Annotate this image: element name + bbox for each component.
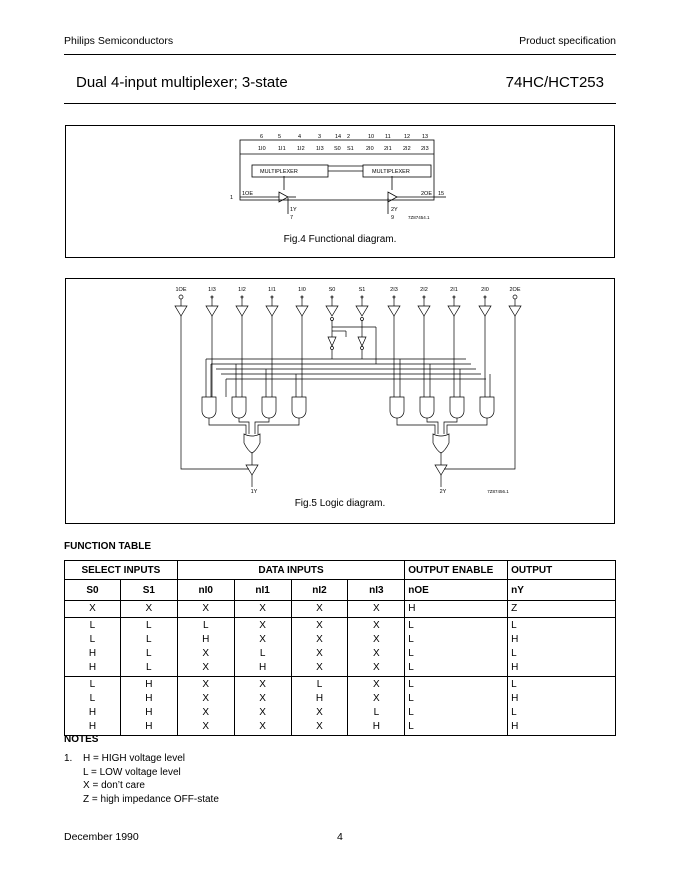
cell-value: L	[408, 620, 414, 631]
cell-value: H	[258, 662, 267, 673]
function-table	[64, 560, 616, 736]
cell-value: L	[408, 721, 414, 732]
fig4-input-2i2: 2I2	[403, 146, 411, 152]
group-header-select: SELECT INPUTS	[65, 561, 178, 580]
header-rule	[64, 54, 616, 55]
fig5-input-2oe: 2OE	[509, 287, 521, 293]
cell-value: L	[146, 620, 152, 631]
table-cell	[120, 677, 177, 736]
fig4-input-s0: S0	[334, 146, 341, 152]
fig4-input-1i0: 1I0	[258, 146, 266, 152]
fig4-pin-11: 11	[385, 134, 391, 140]
table-cell	[348, 677, 405, 736]
fig4-out-right-label: 2Y	[391, 207, 398, 213]
cell-value: L	[408, 648, 414, 659]
cell-value: H	[511, 693, 519, 704]
cell-value: X	[89, 603, 96, 614]
fig4-oe-right-label: 2OE	[421, 191, 433, 197]
cell-value: X	[202, 693, 210, 704]
cell-value: L	[89, 679, 96, 690]
document-type: Product specification	[519, 35, 616, 47]
cell-value: H	[511, 662, 519, 673]
cell-value: H	[145, 693, 153, 704]
col-header-noe: nOE	[405, 580, 508, 601]
table-cell	[348, 618, 405, 677]
title-rule	[64, 103, 616, 104]
fig4-mux-left-label: MULTIPLEXER	[260, 169, 298, 175]
table-cell	[508, 618, 616, 677]
cell-value: X	[145, 603, 153, 614]
cell-value: X	[259, 603, 266, 614]
fig5-input-1oe: 1OE	[175, 287, 187, 293]
table-cell	[120, 618, 177, 677]
table-cell	[177, 618, 234, 677]
table-cell	[177, 601, 234, 618]
cell-value: X	[259, 721, 266, 732]
fig4-pin-4: 4	[298, 134, 302, 140]
table-cell	[291, 601, 348, 618]
cell-value: H	[511, 721, 519, 732]
footer-date: December 1990	[64, 831, 139, 843]
fig4-out-left-pin: 7	[290, 215, 294, 221]
cell-value: L	[89, 693, 96, 704]
cell-value: L	[408, 693, 414, 704]
table-cell	[405, 618, 508, 677]
cell-value: X	[373, 620, 380, 631]
cell-value: X	[202, 662, 210, 673]
fig4-out-right-pin: 9	[391, 215, 395, 221]
cell-value: X	[316, 603, 323, 614]
cell-value: X	[316, 648, 323, 659]
fig4-pin-14: 14	[335, 134, 342, 140]
fig5-input-1i0: 1I0	[298, 287, 306, 293]
fig4-oe-right-pin: 15	[438, 191, 445, 197]
fig4-input-1i2: 1I2	[297, 146, 305, 152]
fig4-mux-right-label: MULTIPLEXER	[372, 169, 410, 175]
cell-value: L	[511, 620, 517, 631]
note-line: H = HIGH voltage level	[83, 753, 185, 764]
cell-value: X	[373, 634, 380, 645]
table-cell	[291, 618, 348, 677]
table-cell	[177, 677, 234, 736]
fig4-pin-3: 3	[318, 134, 322, 140]
note-line: L = LOW voltage level	[83, 766, 181, 778]
table-row	[65, 677, 616, 736]
col-header-s1: S1	[120, 580, 177, 601]
cell-value: H	[511, 634, 519, 645]
cell-value: L	[146, 648, 152, 659]
note-line: X = don’t care	[83, 780, 145, 791]
fig5-input-1i3: 1I3	[208, 287, 216, 293]
table-cell	[234, 618, 291, 677]
cell-value: L	[259, 648, 266, 659]
table-cell	[508, 601, 616, 618]
cell-value: L	[511, 648, 517, 659]
table-cell	[65, 601, 121, 618]
cell-value: X	[316, 721, 323, 732]
cell-value: L	[146, 634, 152, 645]
col-header-ni0: nI0	[177, 580, 234, 601]
note-line: Z = high impedance OFF-state	[83, 793, 219, 805]
group-header-output-enable: OUTPUT ENABLE	[405, 561, 508, 580]
cell-value: H	[372, 721, 380, 732]
fig5-input-2i0: 2I0	[481, 287, 489, 293]
cell-value: L	[408, 662, 414, 673]
cell-value: X	[259, 634, 266, 645]
note-number: 1.	[64, 753, 73, 764]
fig5-out-1y: 1Y	[250, 489, 258, 495]
cell-value: X	[316, 707, 323, 718]
fig4-code: 7Z87454.1	[408, 215, 430, 220]
cell-value: X	[316, 634, 323, 645]
fig5-code: 7Z87456.1	[487, 489, 509, 494]
group-header-data: DATA INPUTS	[177, 561, 405, 580]
cell-value: X	[259, 707, 266, 718]
cell-value: X	[373, 679, 380, 690]
cell-value: H	[88, 648, 97, 659]
cell-value: X	[373, 603, 380, 614]
table-cell	[65, 677, 121, 736]
fig5-input-1i1: 1I1	[268, 287, 276, 293]
cell-value: X	[373, 693, 380, 704]
fig5-caption: Fig.5 Logic diagram.	[294, 498, 386, 509]
cell-value: H	[145, 721, 153, 732]
cell-value: X	[373, 648, 380, 659]
table-cell	[65, 618, 121, 677]
cell-value: L	[373, 707, 380, 718]
group-header-output: OUTPUT	[508, 561, 616, 580]
fig4-out-left-label: 1Y	[290, 207, 297, 213]
fig4-pin-12: 12	[404, 134, 411, 140]
table-row	[65, 618, 616, 677]
part-number: 74HC/HCT253	[505, 74, 604, 91]
logic-diagram	[66, 279, 616, 525]
cell-value: L	[89, 634, 96, 645]
cell-value: X	[259, 693, 266, 704]
fig4-input-2i1: 2I1	[384, 146, 392, 152]
cell-value: L	[146, 662, 152, 673]
function-table-heading: FUNCTION TABLE	[64, 541, 152, 552]
cell-value: H	[88, 662, 97, 673]
cell-value: L	[511, 679, 517, 690]
table-cell	[291, 677, 348, 736]
col-header-ni2: nI2	[291, 580, 348, 601]
table-cell	[508, 677, 616, 736]
table-cell	[348, 601, 405, 618]
cell-value: L	[511, 707, 517, 718]
cell-value: X	[202, 679, 210, 690]
col-header-s0: S0	[65, 580, 121, 601]
document-title: Dual 4-input multiplexer; 3-state	[76, 74, 288, 91]
fig5-input-s1: S1	[358, 287, 366, 293]
fig5-input-2i3: 2I3	[390, 287, 398, 293]
cell-value: X	[202, 707, 210, 718]
fig5-input-s0: S0	[328, 287, 336, 293]
cell-value: L	[408, 679, 414, 690]
notes-list	[83, 752, 219, 806]
fig4-oe-left-pin: 1	[230, 195, 234, 201]
cell-value: X	[259, 679, 266, 690]
cell-value: X	[202, 721, 210, 732]
col-header-ny: nY	[508, 580, 616, 601]
cell-value: X	[316, 620, 323, 631]
cell-value: L	[408, 634, 414, 645]
cell-value: H	[88, 721, 97, 732]
company-name: Philips Semiconductors	[64, 35, 174, 47]
cell-value: H	[315, 693, 324, 704]
cell-value: X	[202, 603, 210, 614]
fig5-input-2i2: 2I2	[420, 287, 428, 293]
fig4-input-2i0: 2I0	[366, 146, 374, 152]
page-number: 4	[337, 831, 343, 843]
table-cell	[405, 601, 508, 618]
cell-value: H	[408, 603, 416, 614]
logic-diagram-figure	[65, 278, 615, 524]
table-cell	[234, 677, 291, 736]
fig4-pin-6: 6	[260, 134, 264, 140]
cell-value: L	[316, 679, 323, 690]
cell-value: H	[202, 634, 210, 645]
col-header-ni1: nI1	[234, 580, 291, 601]
fig4-pin-2: 2	[347, 134, 351, 140]
cell-value: H	[88, 707, 97, 718]
fig4-input-s1: S1	[347, 146, 354, 152]
cell-value: H	[145, 679, 153, 690]
cell-value: H	[145, 707, 153, 718]
table-row	[65, 601, 616, 618]
cell-value: X	[373, 662, 380, 673]
fig4-input-2i3: 2I3	[421, 146, 429, 152]
fig4-caption: Fig.4 Functional diagram.	[283, 234, 397, 245]
cell-value: X	[259, 620, 266, 631]
fig4-pin-5: 5	[278, 134, 282, 140]
table-cell	[120, 601, 177, 618]
fig4-pin-10: 10	[368, 134, 375, 140]
table-cell	[234, 601, 291, 618]
fig5-input-1i2: 1I2	[238, 287, 246, 293]
cell-value: X	[202, 648, 210, 659]
cell-value: L	[202, 620, 209, 631]
fig4-input-1i1: 1I1	[278, 146, 286, 152]
fig5-input-2i1: 2I1	[450, 287, 458, 293]
cell-value: X	[316, 662, 323, 673]
cell-value: L	[408, 707, 414, 718]
function-table-body	[65, 601, 616, 736]
fig4-input-1i3: 1I3	[316, 146, 324, 152]
fig4-pin-13: 13	[422, 134, 429, 140]
col-header-ni3: nI3	[348, 580, 405, 601]
fig5-out-2y: 2Y	[439, 489, 447, 495]
cell-value: Z	[511, 603, 518, 614]
fig4-oe-left-label: 1OE	[242, 191, 254, 197]
cell-value: L	[89, 620, 96, 631]
notes-title: NOTES	[64, 734, 99, 745]
table-cell	[405, 677, 508, 736]
functional-diagram-figure	[65, 125, 615, 258]
